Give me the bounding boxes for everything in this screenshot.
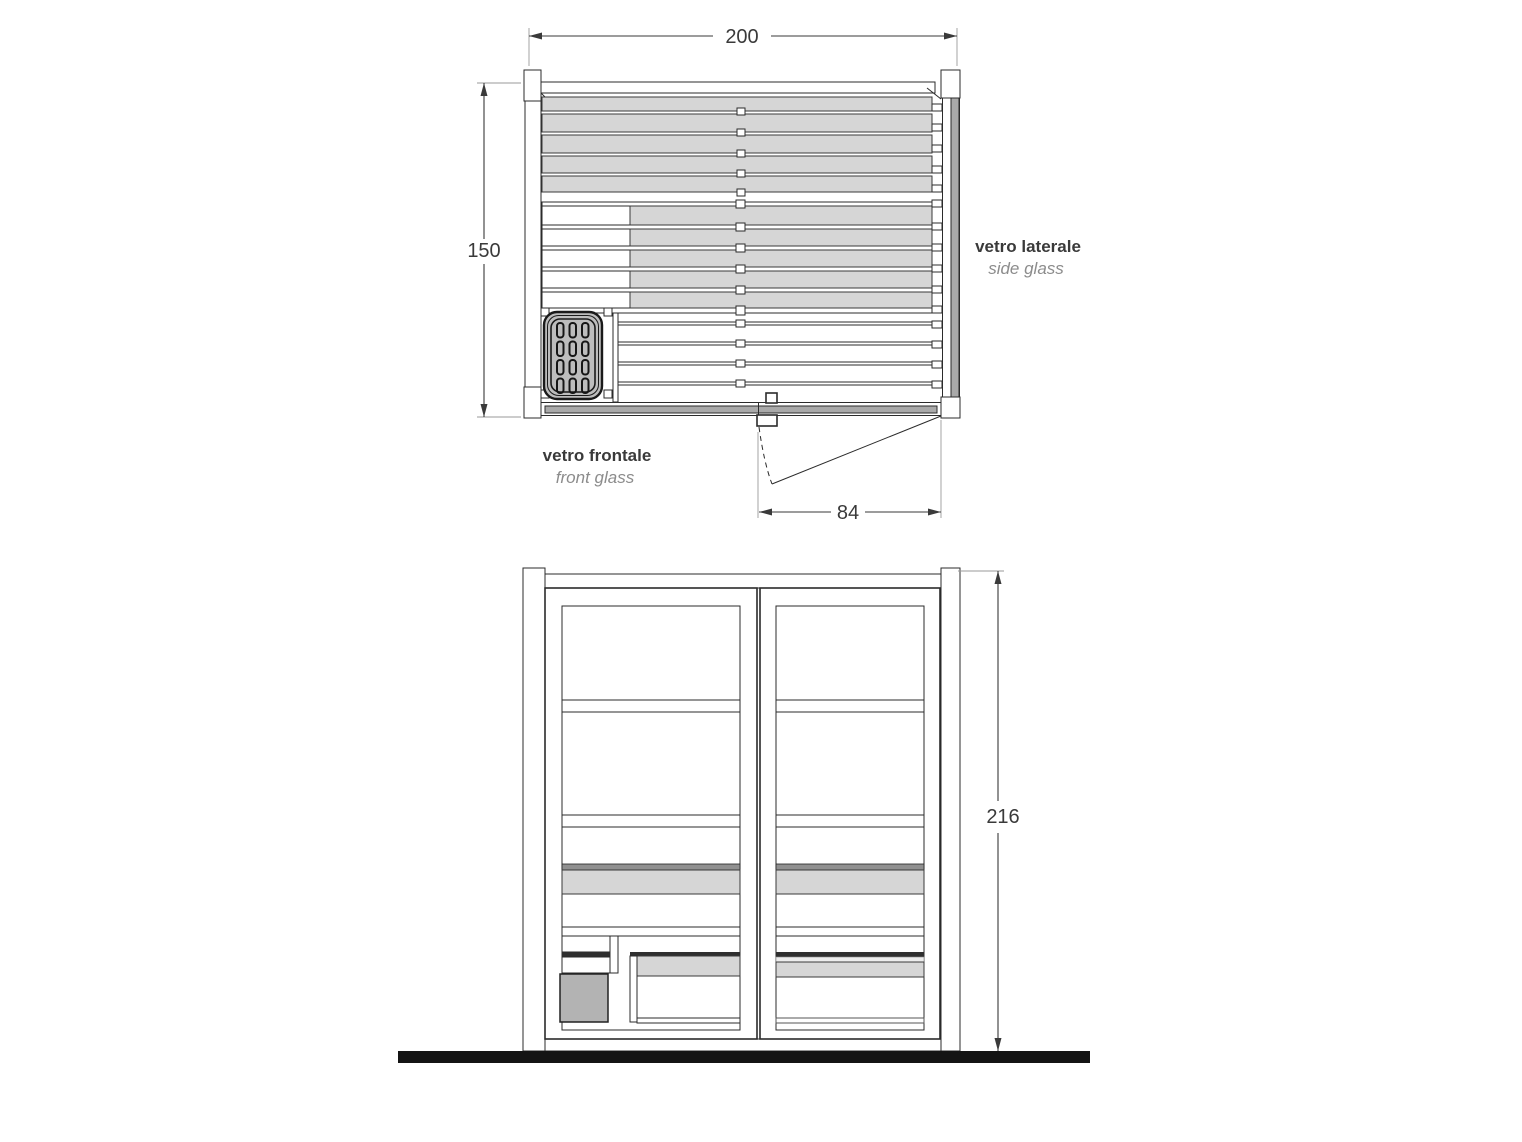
- bench-bottom-rail: [776, 1018, 924, 1023]
- slat-white: [542, 206, 630, 225]
- front-left-post: [523, 568, 545, 1051]
- front-fixed-panel: [760, 588, 940, 1039]
- plan-heater: [541, 308, 618, 402]
- dim-door-value: 84: [836, 502, 860, 524]
- heater-divider: [613, 313, 618, 402]
- left-wall: [525, 70, 541, 418]
- slat-tab: [932, 223, 942, 230]
- slat-tab: [932, 361, 942, 368]
- bench-band: [637, 956, 740, 976]
- door-handle-outer: [757, 415, 777, 426]
- rail: [776, 815, 924, 827]
- bench-bottom-rail: [637, 1018, 740, 1023]
- joint-tick: [736, 340, 745, 347]
- front-bottom-beam: [545, 1039, 941, 1051]
- door-open-leaf: [772, 416, 941, 484]
- rail: [562, 815, 740, 827]
- dimension-height-216: [958, 571, 1020, 1051]
- corner-post-bl: [524, 387, 541, 418]
- plan-top-slats: [542, 97, 942, 196]
- slat-tab: [932, 145, 942, 152]
- joint-tick: [737, 150, 745, 157]
- joint-tick: [736, 200, 745, 208]
- bench-top-edge: [776, 952, 924, 957]
- joint-tick: [736, 306, 745, 315]
- dimension-depth-150: [467, 83, 521, 417]
- plan-bench-slats: [542, 200, 942, 315]
- slat-white: [542, 229, 630, 246]
- rail: [618, 362, 932, 365]
- joint-tick: [737, 108, 745, 115]
- door-swing-arc: [759, 427, 772, 484]
- bench-board: [630, 271, 932, 288]
- bracket: [604, 390, 612, 398]
- slat-tab: [932, 381, 942, 388]
- plan-floor-slats: [618, 320, 942, 388]
- backrest-edge: [562, 864, 740, 870]
- backrest-band: [776, 870, 924, 894]
- bench-leg: [630, 956, 637, 1022]
- rail: [618, 382, 932, 385]
- corner-post-br: [941, 397, 960, 418]
- rail: [618, 342, 932, 345]
- plan-view: [467, 26, 1081, 524]
- bench-board: [630, 229, 932, 246]
- front-glass-label-en: front glass: [555, 468, 635, 487]
- side-glass-label-it: vetro laterale: [975, 237, 1081, 256]
- bench-board: [630, 250, 932, 267]
- rail: [776, 700, 924, 712]
- joint-tick: [737, 189, 745, 196]
- rail: [562, 927, 740, 936]
- slat-tab: [932, 104, 942, 111]
- joint-tick: [736, 320, 745, 327]
- corner-post-tl: [524, 70, 541, 101]
- step-box: [562, 957, 610, 973]
- rail: [776, 927, 924, 936]
- slat-tab: [932, 321, 942, 328]
- slat-white: [542, 292, 630, 308]
- dimension-width-200: [529, 26, 957, 66]
- bench-lip: [776, 957, 924, 962]
- front-view: [398, 568, 1090, 1063]
- slat-white: [542, 250, 630, 267]
- rail: [562, 700, 740, 712]
- side-glass-label-en: side glass: [988, 259, 1064, 278]
- joint-tick: [736, 286, 745, 294]
- front-door-panel: [545, 588, 757, 1039]
- front-right-post: [941, 568, 960, 1051]
- slat-tab: [932, 306, 942, 313]
- bench-board: [630, 292, 932, 308]
- heater-front-icon: [560, 974, 608, 1022]
- slat-tab: [932, 124, 942, 131]
- slat-tab: [932, 185, 942, 192]
- bench-top-edge: [630, 952, 740, 956]
- slat-tab: [932, 200, 942, 207]
- floor-line: [398, 1051, 1090, 1063]
- joint-tick: [736, 380, 745, 387]
- slat-tab: [932, 341, 942, 348]
- dimension-door-84: [758, 420, 941, 524]
- joint-tick: [737, 129, 745, 136]
- joint-tick: [736, 244, 745, 252]
- corner-post-tr: [941, 70, 960, 98]
- side-glass-wall: [951, 98, 959, 397]
- bracket: [604, 308, 612, 316]
- front-glass-wall: [545, 406, 937, 413]
- bench-band: [776, 962, 924, 977]
- slat-white: [542, 271, 630, 288]
- joint-tick: [736, 265, 745, 273]
- slat-tab: [932, 244, 942, 251]
- backrest-edge: [776, 864, 924, 870]
- joint-tick: [736, 360, 745, 367]
- joint-tick: [737, 170, 745, 177]
- step-box: [562, 936, 610, 952]
- top-wall: [541, 82, 935, 93]
- slat-tab: [932, 166, 942, 173]
- joint-tick: [736, 223, 745, 231]
- front-top-beam: [545, 574, 941, 588]
- dim-depth-value: 150: [467, 240, 501, 262]
- step-edge: [562, 952, 610, 957]
- dim-height-value: 216: [986, 806, 1020, 828]
- front-glass-label-it: vetro frontale: [542, 446, 652, 465]
- slat-tab: [932, 286, 942, 293]
- bench-board: [630, 206, 932, 225]
- rail: [618, 322, 932, 325]
- step-post: [610, 936, 618, 973]
- door-handle-inner: [766, 393, 777, 403]
- dim-width-value: 200: [725, 26, 759, 48]
- slat-tab: [932, 265, 942, 272]
- backrest-band: [562, 870, 740, 894]
